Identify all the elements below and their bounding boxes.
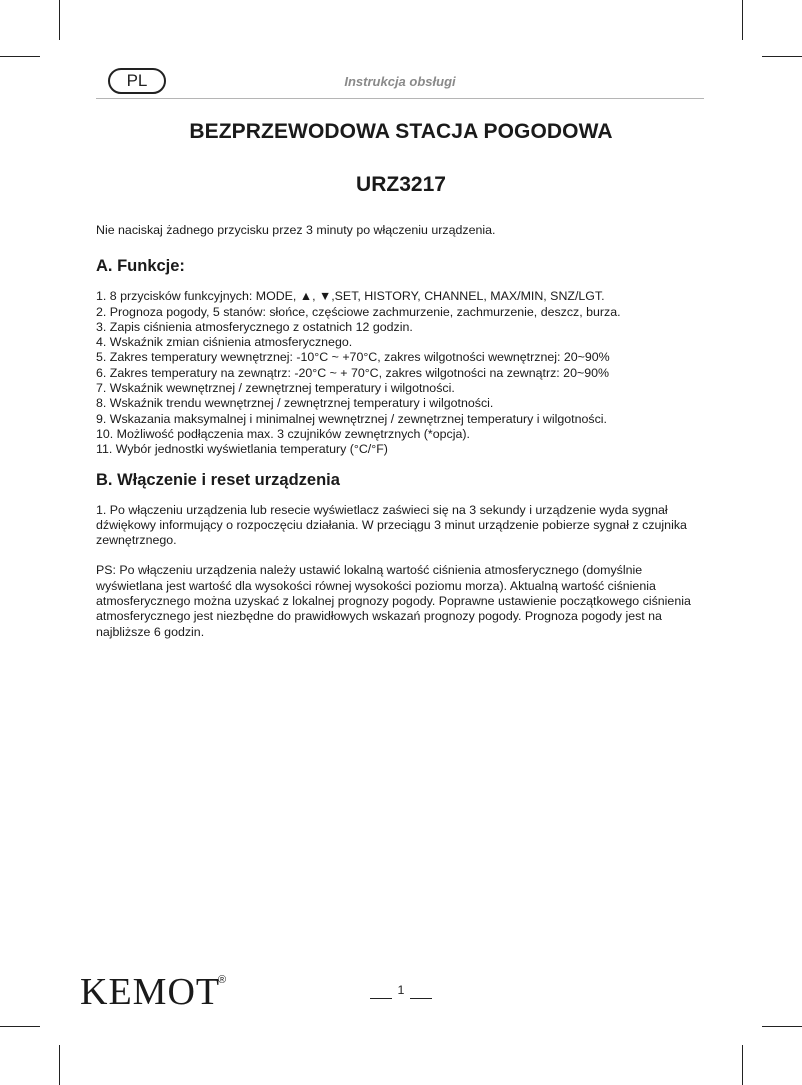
registered-mark: ® <box>218 974 227 986</box>
language-badge: PL <box>108 68 166 94</box>
manual-label: Instrukcja obsługi <box>344 74 456 89</box>
document-body <box>96 223 708 655</box>
crop-mark-bottom-right-horizontal <box>762 1026 802 1027</box>
crop-mark-top-right-horizontal <box>762 56 802 57</box>
crop-mark-bottom-left-vertical <box>59 1045 60 1085</box>
section-b-heading: B. Włączenie i reset urządzenia <box>96 470 340 489</box>
list-item: 3. Zapis ciśnienia atmosferycznego z ostatnich 12 godzin. <box>96 319 413 334</box>
crop-mark-bottom-left-horizontal <box>0 1026 40 1027</box>
page-number-line-right <box>410 998 432 999</box>
crop-mark-top-right-vertical <box>742 0 743 40</box>
list-item: 6. Zakres temperatury na zewnątrz: -20°C ~ + 70°C, zakres wilgotności na zewnątrz: 20~90% <box>96 365 610 380</box>
page-number: 1 <box>397 983 405 997</box>
list-item: 7. Wskaźnik wewnętrznej / zewnętrznej temperatury i wilgotności. <box>96 381 455 396</box>
list-item: 9. Wskazania maksymalnej i minimalnej wewnętrznej / zewnętrznej temperatury i wilgotności. <box>96 411 607 426</box>
list-item: 11. Wybór jednostki wyświetlania temperatury (°C/°F) <box>96 442 388 457</box>
list-item: 2. Prognoza pogody, 5 stanów: słońce, częściowe zachmurzenie, zachmurzenie, deszcz, burza. <box>96 304 621 319</box>
pressure-note-paragraph: PS: Po włączeniu urządzenia należy ustawić lokalną wartość ciśnienia atmosferycznego (domyślnie wyświetlana jest wartość dla wysokości równej wysokości poziomu morza). Aktualną wartość ciśnienia atmosferycznego można uzyskać z lokalnej prognozy pogody. Poprawne ustawienie początkowego ciśnienia atmosferycznego jest niezbędne do prawidłowych wskazań prognozy pogody. Prognoza pogody jest na najbliższe 6 godzin. <box>96 563 691 639</box>
feature-list <box>96 289 708 457</box>
header-divider <box>96 98 704 99</box>
list-item: 4. Wskaźnik zmian ciśnienia atmosferycznego. <box>96 335 353 350</box>
crop-mark-top-left-vertical <box>59 0 60 40</box>
list-item: 8. Wskaźnik trendu wewnętrznej / zewnętrznej temperatury i wilgotności. <box>96 396 494 411</box>
section-a-heading: A. Funkcje: <box>96 257 185 276</box>
kemot-logo: KEMOT <box>80 971 221 1013</box>
list-item: 10. Możliwość podłączenia max. 3 czujników zewnętrznych (*opcja). <box>96 426 470 441</box>
page-number-line-left <box>370 998 392 999</box>
model-number: URZ3217 <box>356 173 446 196</box>
document-title: BEZPRZEWODOWA STACJA POGODOWA <box>189 120 613 143</box>
intro-text: Nie naciskaj żadnego przycisku przez 3 minuty po włączeniu urządzenia. <box>96 223 496 237</box>
list-item: 1. 8 przycisków funkcyjnych: MODE, ▲, ▼,SET, HISTORY, CHANNEL, MAX/MIN, SNZ/LGT. <box>96 289 605 304</box>
crop-mark-bottom-right-vertical <box>742 1045 743 1085</box>
crop-mark-top-left-horizontal <box>0 56 40 57</box>
power-on-paragraph: 1. Po włączeniu urządzenia lub resecie wyświetlacz zaświeci się na 3 sekundy i urządzenie wyda sygnał dźwiękowy informujący o rozpoczęciu działania. W przeciągu 3 minut urządzenie pobierze sygnał z czujnika zewnętrznego. <box>96 502 687 548</box>
list-item: 5. Zakres temperatury wewnętrznej: -10°C ~ +70°C, zakres wilgotności wewnętrznej: 20~90% <box>96 350 610 365</box>
